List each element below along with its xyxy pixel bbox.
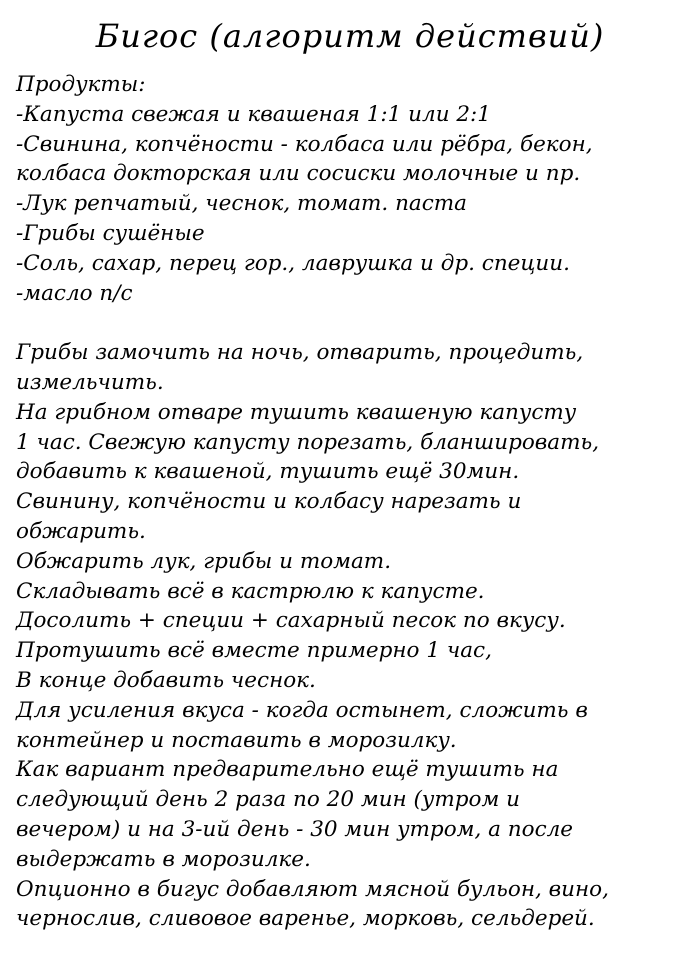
- product-line: -масло п/с: [16, 280, 133, 306]
- step-line: контейнер и поставить в морозилку.: [16, 727, 457, 753]
- step-line: В конце добавить чеснок.: [16, 667, 316, 693]
- product-line: колбаса докторская или сосиски молочные и пр.: [16, 161, 581, 187]
- step-line: выдержать в морозилке.: [16, 846, 311, 872]
- product-line: -Грибы сушёные: [16, 220, 205, 246]
- step-line: Грибы замочить на ночь, отварить, процедить,: [16, 340, 584, 366]
- step-line: Как вариант предварительно ещё тушить на: [16, 757, 559, 783]
- step-line: Для усиления вкуса - когда остынет, сложить в: [16, 697, 588, 723]
- step-line: Складывать всё в кастрюлю к капусте.: [16, 578, 485, 604]
- step-line: Протушить всё вместе примерно 1 час,: [16, 638, 492, 664]
- step-line: 1 час. Свежую капусту порезать, бланшировать,: [16, 429, 600, 455]
- step-line: следующий день 2 раза по 20 мин (утром и: [16, 787, 521, 813]
- step-line: измельчить.: [16, 369, 164, 395]
- step-line: Обжарить лук, грибы и томат.: [16, 548, 392, 574]
- step-line: добавить к квашеной, тушить ещё 30мин.: [16, 459, 520, 485]
- section-spacer: [16, 308, 696, 338]
- step-line: Досолить + специи + сахарный песок по вкусу.: [16, 608, 566, 634]
- step-line: обжарить.: [16, 518, 146, 544]
- product-line: -Соль, сахар, перец гор., лаврушка и др. специи.: [16, 250, 570, 276]
- step-line: чернослив, сливовое варенье, морковь, сельдерей.: [16, 906, 595, 932]
- step-line: На грибном отваре тушить квашеную капусту: [16, 399, 577, 425]
- step-line: Свинину, копчёности и колбасу нарезать и: [16, 489, 522, 515]
- recipe-title: Бигос (алгоритм действий): [95, 17, 605, 55]
- step-line: Опционно в бигус добавляют мясной бульон, вино,: [16, 876, 609, 902]
- step-line: вечером) и на 3-ий день - 30 мин утром, а после: [16, 816, 574, 842]
- product-line: -Лук репчатый, чеснок, томат. паста: [16, 191, 467, 217]
- recipe-body: [16, 70, 696, 934]
- product-line: -Капуста свежая и квашеная 1:1 или 2:1: [16, 101, 491, 127]
- products-heading: Продукты:: [16, 72, 146, 97]
- product-line: -Свинина, копчёности - колбаса или рёбра, бекон,: [16, 131, 593, 157]
